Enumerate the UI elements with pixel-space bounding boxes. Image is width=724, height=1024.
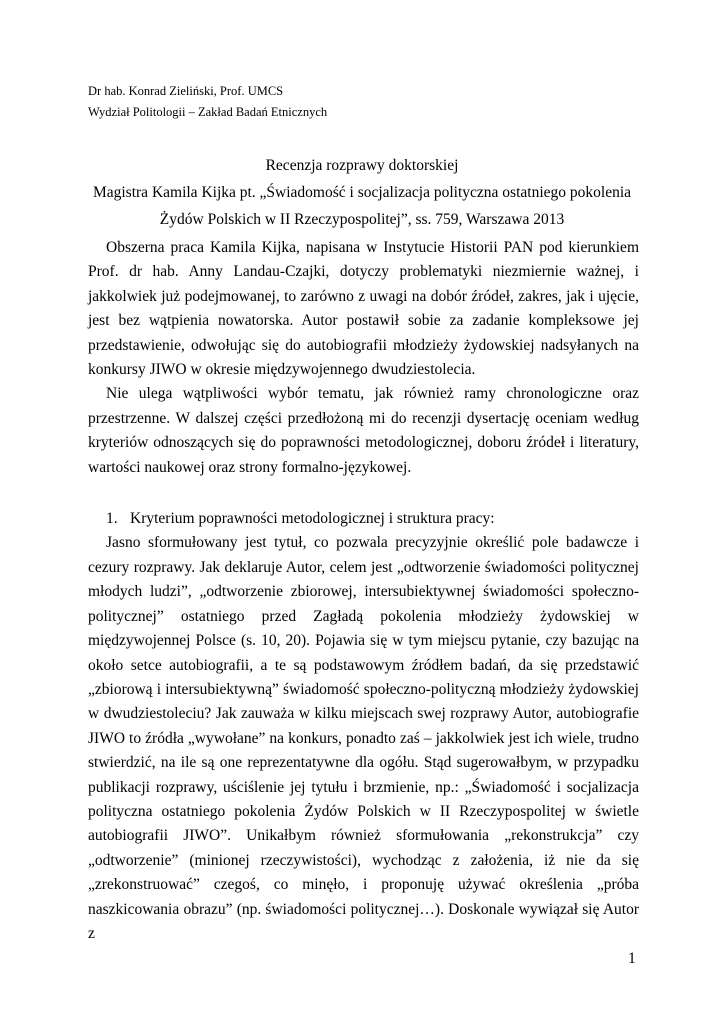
document-body	[88, 236, 639, 946]
department-line: Wydział Politologii – Zakład Badań Etnicznych	[88, 105, 328, 119]
review-title	[70, 152, 654, 233]
title-line-1: Recenzja rozprawy doktorskiej	[265, 157, 459, 174]
section-heading-text: Kryterium poprawności metodologicznej i struktura pracy:	[130, 510, 495, 528]
paragraph-intro: Obszerna praca Kamila Kijka, napisana w Instytucie Historii PAN pod kierunkiem Prof. dr hab. Anny Landau-Czajki, dotyczy problematyki niezmiernie ważnej, i jakkolwiek już podejmowanej, to zarówno z uwagi na dobór źródeł, zakres, jak i ujęcie, jest bez wątpienia nowatorska. Autor postawił sobie za zadanie kompleksowe jej przedstawienie, odwołując się do autobiografii młodzieży żydowskiej nadsyłanych na konkursy JIWO w okresie międzywojennego dwudziestolecia.	[88, 239, 639, 379]
paragraph-methodology: Jasno sformułowany jest tytuł, co pozwala precyzyjnie określić pole badawcze i cezury rozprawy. Jak deklaruje Autor, celem jest „odtworzenie świadomości politycznej młodych ludzi”, „odtworzenie zbiorowej, intersubiektywnej świadomości społeczno-politycznej” ostatniego przed Zagładą pokolenia młodzieży żydowskiej w międzywojennej Polsce (s. 10, 20). Pojawia się w tym miejscu pytanie, czy bazując na około setce autobiografii, a te są podstawowym źródłem badań, da się przedstawić „zbiorową i intersubiektywną” świadomość społeczno-polityczną młodzieży żydowskiej w dwudziestoleciu? Jak zauważa w kilku miejscach swej rozprawy Autor, autobiografie JIWO to źródła „wywołane” na konkurs, ponadto zaś – jakkolwiek jest ich wiele, trudno stwierdzić, na ile są one reprezentatywne dla ogółu. Stąd sugerowałbym, w przypadku publikacji rozprawy, uściślenie jej tytułu i brzmienie, np.: „Świadomość i socjalizacja polityczna ostatniego pokolenia Żydów Polskich w II Rzeczypospolitej w świetle autobiografii JIWO”. Unikałbym również sformułowania „rekonstrukcja” czy „odtworzenie” (minionej rzeczywistości), wychodząc z założenia, iż nie da się „zrekonstruować” czegoś, co minęło, i proponuję używać określenia „próba naszkicowania obrazu” (np. świadomości politycznej…). Doskonale wywiązał się Autor z	[88, 534, 639, 942]
section-heading	[88, 507, 639, 531]
section-number: 1.	[106, 510, 118, 528]
author-line: Dr hab. Konrad Zieliński, Prof. UMCS	[88, 84, 284, 98]
page-number: 1	[628, 950, 636, 967]
paragraph-criteria: Nie ulega wątpliwości wybór tematu, jak również ramy chronologiczne oraz przestrzenne. W dalszej części przedłożoną mi do recenzji dysertację oceniam według kryteriów odnoszących się do poprawności metodologicznej, doboru źródeł i literatury, wartości naukowej oraz strony formalno-językowej.	[88, 385, 639, 476]
title-line-2: Magistra Kamila Kijka pt. „Świadomość i socjalizacja polityczna ostatniego pokolenia	[92, 184, 632, 201]
author-block	[88, 81, 327, 123]
title-line-3: Żydów Polskich w II Rzeczypospolitej”, ss. 759, Warszawa 2013	[159, 211, 565, 228]
